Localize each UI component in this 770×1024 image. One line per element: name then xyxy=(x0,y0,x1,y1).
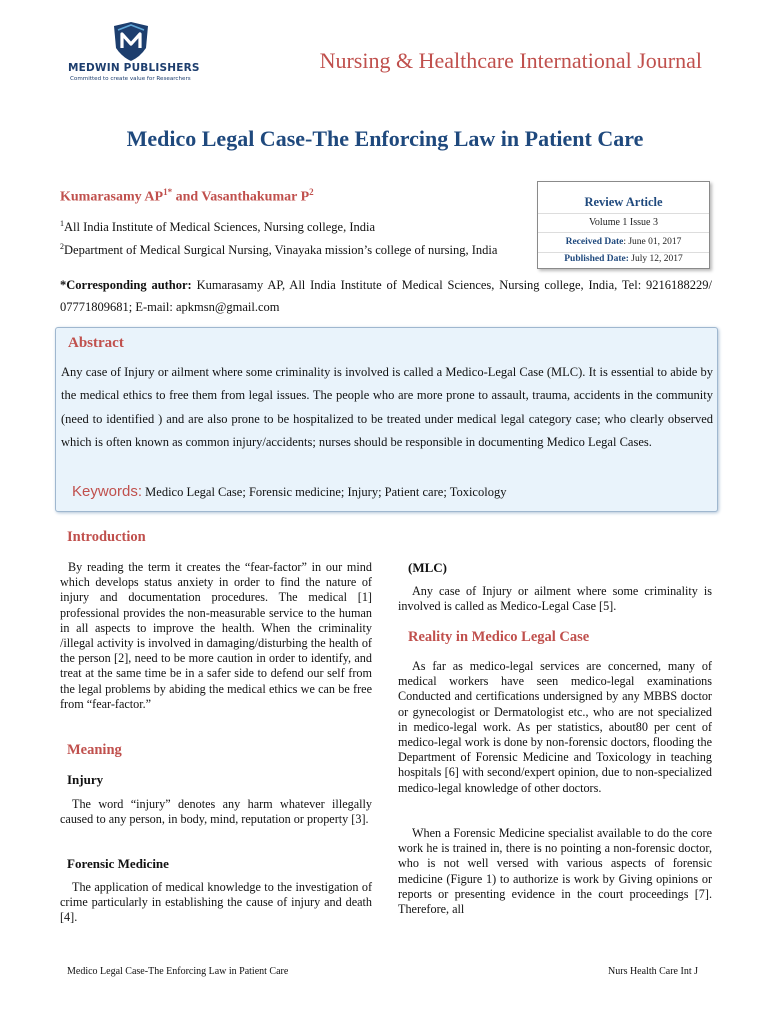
aff-2-text: Department of Medical Surgical Nursing, Vinayaka mission’s college of nursing, India xyxy=(64,243,498,258)
publisher-logo[interactable] xyxy=(64,22,204,88)
keywords-text: Medico Legal Case; Forensic medicine; Injury; Patient care; Toxicology xyxy=(142,485,507,499)
review-info-box xyxy=(537,181,710,269)
mlc-heading: (MLC) xyxy=(408,560,447,575)
article-title: Medico Legal Case-The Enforcing Law in Patient Care xyxy=(126,126,644,151)
author-2-sup: 2 xyxy=(309,187,314,197)
published-label: Published Date: xyxy=(564,254,629,264)
article-type: Review Article xyxy=(584,195,663,209)
aff-2-sup: 2 xyxy=(60,242,64,251)
footer-journal: Nurs Health Care Int J xyxy=(608,966,698,977)
publisher-tagline: Committed to create value for Researchers xyxy=(70,76,191,82)
abstract-text: Any case of Injury or ailment where some criminality is involved is called a Medico-Legal Case (MLC). It is essential to abide by the medical ethics to free them from legal issues. The people who are more prone to assault, trauma, accidents in the community (need to identified ) and are also prone to be hospitalized to be treated under medical legal category case; who clearly observed which is often known as common injury/accidents; nurses should be responsible in documenting Medico Legal Cases. xyxy=(61,365,713,449)
introduction-text: By reading the term it creates the “fear-factor” in our mind which develops status anxiety in order to find the nature of injury and documentation procedures. The medical [1] professional provides the non-measurable service to the human in all aspects to improve the health. When the criminality /illegal activity is involved in damaging/disturbing the health of the person [2], need to be more caution in order to identify, and treat at the same time be in a safer side to defend our self from the legal problems by abiding the medical ethics we can be free from “fear-factor.” xyxy=(60,560,372,711)
reality-text-1: As far as medico-legal services are concerned, many of medical workers have seen medico-legal examinations Conducted and certifications undersigned by any MBBS doctor or gynecologist or Dermatologist etc., who are not specialized in medico-legal work. As per statistics, about80 per cent of medico-legal work is done by non-forensic doctors, flooding the Department of Forensic Medicine and Toxicology in teaching hospitals [6] with second/expert opinion, due to non-specialized medico-legal knowledge of other doctors. xyxy=(398,659,712,795)
affiliation-1 xyxy=(60,219,375,235)
forensic-medicine-text: The application of medical knowledge to the investigation of crime particularly in establishing the cause of injury and death [4]. xyxy=(60,880,372,925)
journal-name: Nursing & Healthcare International Journal xyxy=(319,48,702,73)
author-2: and Vasanthakumar P xyxy=(172,189,310,205)
aff-1-sup: 1 xyxy=(60,219,64,228)
divider xyxy=(538,232,709,233)
reality-text-2: When a Forensic Medicine specialist available to do the core work he is trained in, there is no pointing a non-forensic doctor, who is not well versed with various aspects of forensic medicine (Figure 1) to authorize is work by Giving opinions or reports or presenting evidence in the court proceedings [7]. Therefore, all xyxy=(398,826,712,917)
received-value: : June 01, 2017 xyxy=(623,237,682,247)
author-line xyxy=(60,187,314,206)
keywords-label: Keywords: xyxy=(72,483,143,500)
corresponding-text: Kumarasamy AP, All India Institute of Medical Sciences, Nursing college, India, Tel: 9216188229/ 07771809681; E-mail: apkmsn@gmail.com xyxy=(60,278,712,314)
reality-heading: Reality in Medico Legal Case xyxy=(408,629,590,645)
author-1: Kumarasamy AP xyxy=(60,189,164,205)
meaning-heading: Meaning xyxy=(67,742,122,758)
divider xyxy=(538,213,709,214)
abstract-box xyxy=(55,327,718,512)
aff-1-text: All India Institute of Medical Sciences, Nursing college, India xyxy=(64,220,376,235)
page-header xyxy=(0,0,770,100)
volume-issue: Volume 1 Issue 3 xyxy=(589,217,658,228)
author-1-sup: 1* xyxy=(163,187,173,197)
injury-text: The word “injury” denotes any harm whatever illegally caused to any person, in body, mind, reputation or property [3]. xyxy=(60,797,372,827)
published-date xyxy=(538,254,709,264)
footer-title: Medico Legal Case-The Enforcing Law in Patient Care xyxy=(67,966,289,977)
divider xyxy=(538,252,709,253)
forensic-medicine-heading: Forensic Medicine xyxy=(67,856,169,871)
corresponding-author xyxy=(60,274,712,318)
keywords xyxy=(72,483,506,500)
affiliation-2 xyxy=(60,242,497,258)
published-value: July 12, 2017 xyxy=(628,254,683,264)
received-date xyxy=(538,237,709,247)
received-label: Received Date xyxy=(565,237,624,247)
injury-heading: Injury xyxy=(67,772,104,787)
medwin-shield-icon xyxy=(110,22,152,62)
mlc-text: Any case of Injury or ailment where some criminality is involved is called as Medico-Legal Case [5]. xyxy=(398,584,712,614)
corresponding-label: *Corresponding author: xyxy=(60,278,192,292)
introduction-heading: Introduction xyxy=(67,529,146,545)
publisher-name: MEDWIN PUBLISHERS xyxy=(68,62,200,74)
abstract-heading: Abstract xyxy=(68,335,124,351)
